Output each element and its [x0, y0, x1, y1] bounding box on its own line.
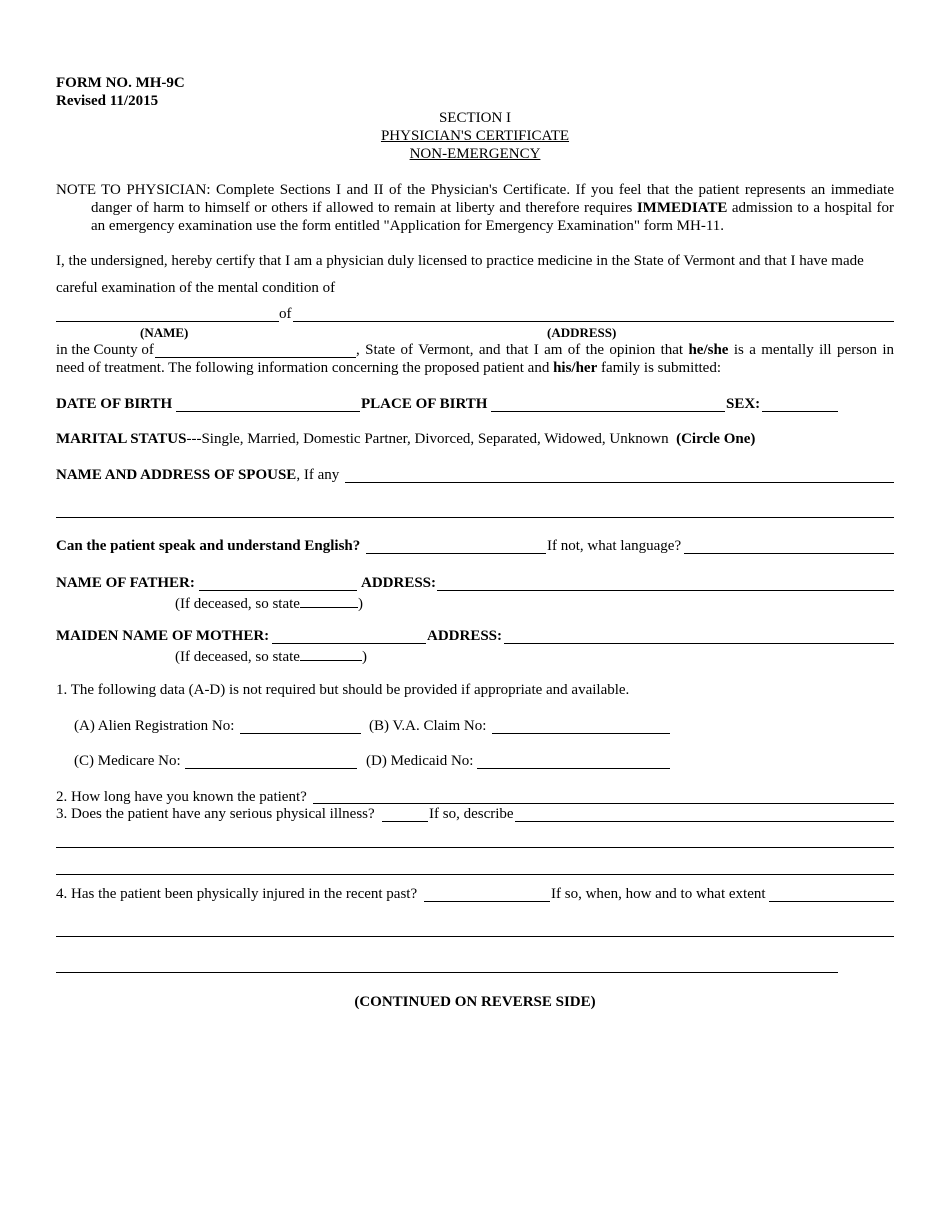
va-claim-label: (B) V.A. Claim No: [369, 718, 487, 734]
spouse-line[interactable] [345, 482, 894, 483]
patient-address-line[interactable] [293, 321, 894, 322]
question-3-answer-line[interactable] [382, 821, 428, 822]
need-of-treatment: need of treatment. The following information concerning the proposed patient and his/her family is submitted: [56, 360, 722, 376]
question-4: 4. Has the patient been physically injured in the recent past? [56, 886, 418, 902]
question-3: 3. Does the patient have any serious physical illness? [56, 806, 375, 822]
page-title: PHYSICIAN'S CERTIFICATE [380, 128, 570, 144]
va-claim-line[interactable] [492, 733, 670, 734]
english-question: Can the patient speak and understand English? [56, 538, 361, 554]
question-3-describe-line[interactable] [515, 821, 894, 822]
spouse-line-2[interactable] [56, 517, 894, 518]
mother-address-line[interactable] [504, 643, 894, 644]
pob-line[interactable] [491, 411, 725, 412]
question-4-line-2[interactable] [56, 936, 894, 937]
father-deceased: (If deceased, so state ) [175, 593, 363, 613]
question-3-describe: If so, describe [429, 806, 514, 822]
question-3-line-3[interactable] [56, 874, 894, 875]
mother-deceased-line[interactable] [300, 646, 362, 661]
pob-label: PLACE OF BIRTH [361, 396, 488, 412]
address-caption: (ADDRESS) [547, 325, 617, 340]
medicaid-line[interactable] [477, 768, 670, 769]
certify-statement: I, the undersigned, hereby certify that I am a physician duly licensed to practice medicine in the State of Vermont and that I have made [56, 253, 864, 269]
language-label: If not, what language? [547, 538, 682, 554]
medicare-label: (C) Medicare No: [74, 753, 181, 769]
county-line[interactable] [155, 357, 356, 358]
sex-label: SEX: [726, 396, 761, 412]
question-4-extent-line[interactable] [769, 901, 894, 902]
question-2-line[interactable] [313, 803, 894, 804]
form-number: FORM NO. MH-9C [56, 75, 185, 91]
medicare-line[interactable] [185, 768, 357, 769]
note-to-physician: NOTE TO PHYSICIAN: Complete Sections I and II of the Physician's Certificate. If you feel that the patient represents an immediate danger of harm to himself or others if allowed to remain at liberty and therefore requires IMMEDIATE admission to a hospital for an emergency examination use the form entitled "Application for Emergency Examination" form MH-11. [56, 182, 894, 234]
of-label: of [279, 306, 292, 322]
page-subtitle: NON-EMERGENCY [409, 146, 541, 162]
father-deceased-line[interactable] [300, 593, 358, 608]
father-label: NAME OF FATHER: [56, 575, 195, 591]
question-2: 2. How long have you known the patient? [56, 789, 307, 805]
father-name-line[interactable] [199, 590, 357, 591]
question-4-line-3[interactable] [56, 972, 838, 973]
sex-line[interactable] [762, 411, 838, 412]
spouse-label: NAME AND ADDRESS OF SPOUSE, If any [56, 467, 340, 483]
marital-status: MARITAL STATUS---Single, Married, Domestic Partner, Divorced, Separated, Widowed, Unknown (Circle One) [56, 431, 756, 447]
name-caption: (NAME) [140, 325, 189, 340]
english-line[interactable] [366, 553, 546, 554]
alien-registration-label: (A) Alien Registration No: [74, 718, 235, 734]
father-address-line[interactable] [437, 590, 894, 591]
mother-deceased: (If deceased, so state ) [175, 646, 367, 666]
mother-label: MAIDEN NAME OF MOTHER: [56, 628, 270, 644]
county-prefix: in the County of [56, 342, 154, 358]
question-4-extent: If so, when, how and to what extent [551, 886, 766, 902]
revised-date: Revised 11/2015 [56, 93, 159, 109]
question-3-line-2[interactable] [56, 847, 894, 848]
mother-name-line[interactable] [272, 643, 426, 644]
dob-line[interactable] [176, 411, 360, 412]
continued-notice: (CONTINUED ON REVERSE SIDE) [354, 994, 596, 1010]
language-line[interactable] [684, 553, 894, 554]
question-4-answer-line[interactable] [424, 901, 550, 902]
mother-address-label: ADDRESS: [427, 628, 503, 644]
section-heading: SECTION I [438, 110, 512, 126]
dob-label: DATE OF BIRTH [56, 396, 173, 412]
patient-name-line[interactable] [56, 321, 279, 322]
county-statement: , State of Vermont, and that I am of the opinion that he/she is a mentally ill person in [356, 342, 895, 358]
father-address-label: ADDRESS: [361, 575, 437, 591]
medicaid-label: (D) Medicaid No: [366, 753, 474, 769]
alien-registration-line[interactable] [240, 733, 361, 734]
question-1: 1. The following data (A-D) is not required but should be provided if appropriate and available. [56, 682, 630, 698]
certify-statement-continued: careful examination of the mental condition of [56, 280, 336, 296]
